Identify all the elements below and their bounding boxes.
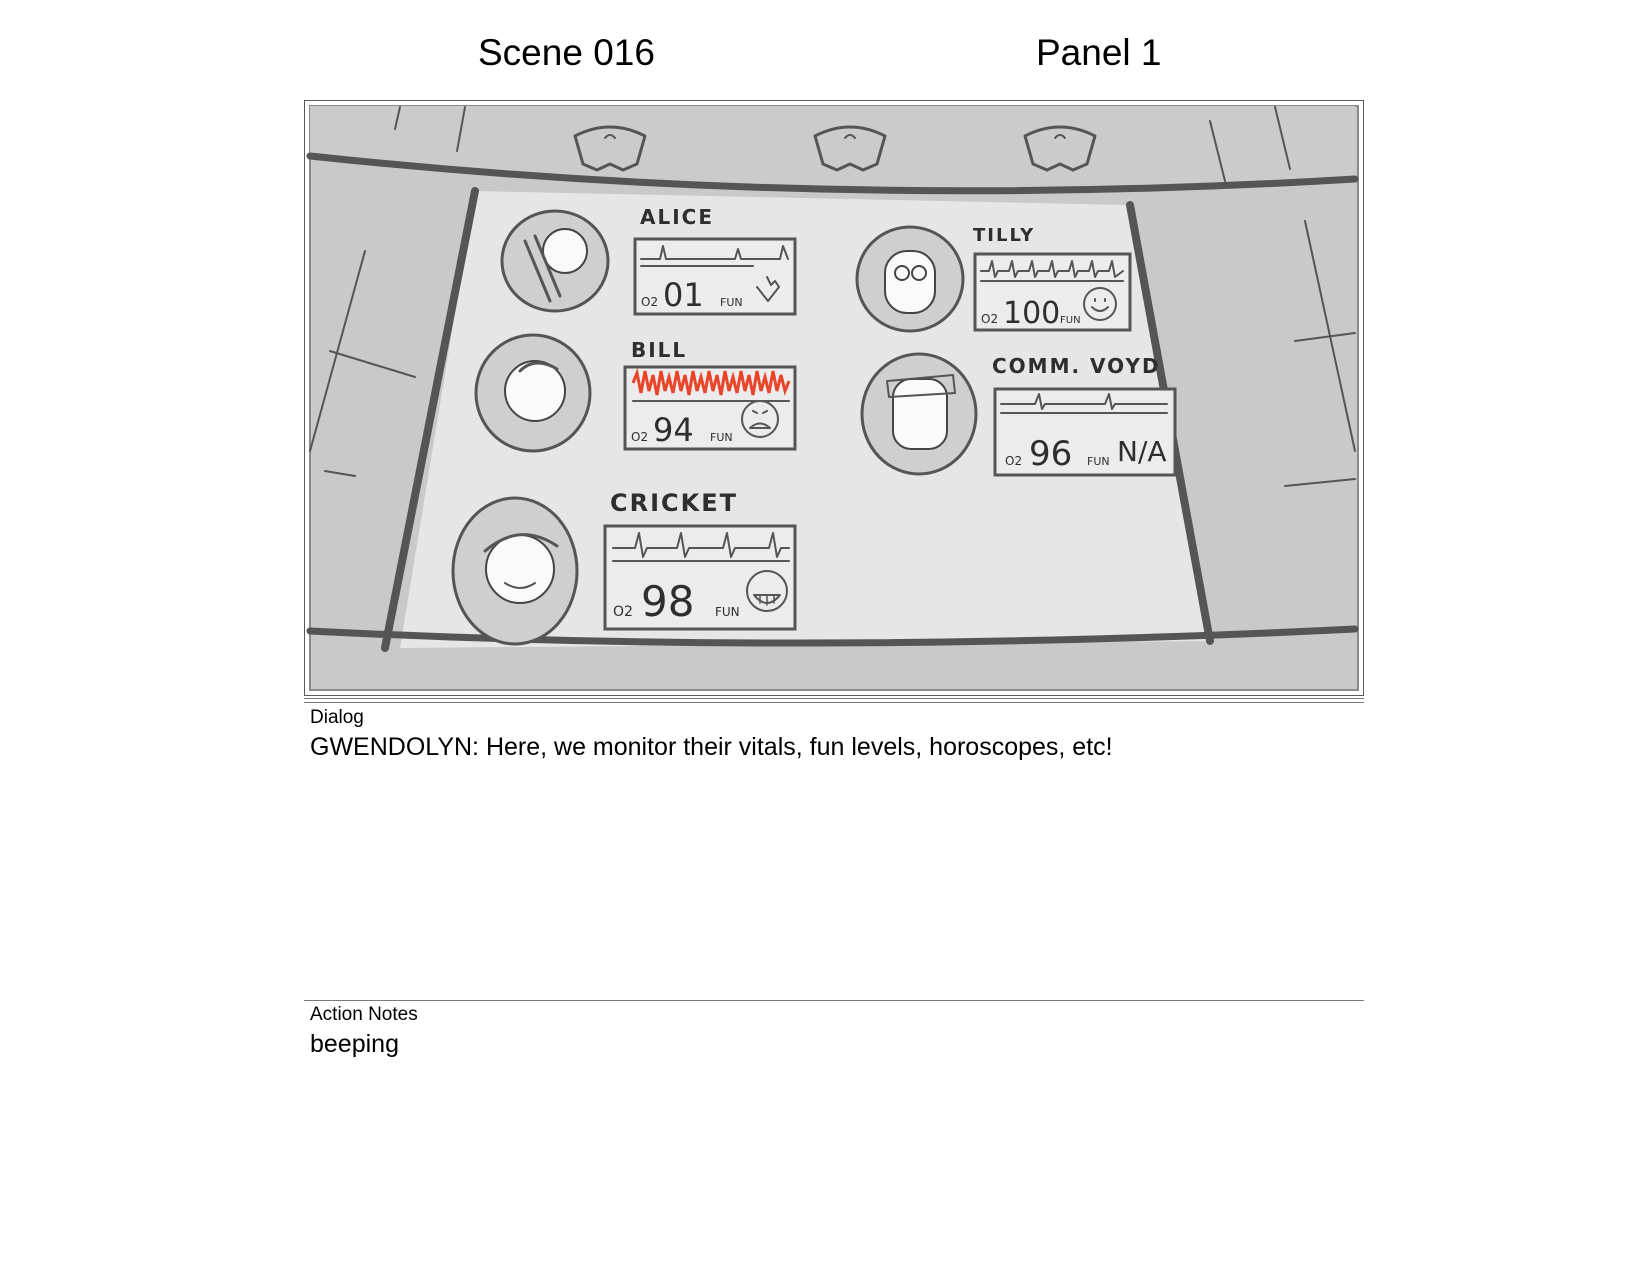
svg-text:O2: O2 bbox=[1005, 454, 1023, 468]
svg-text:O2: O2 bbox=[631, 430, 649, 444]
dialog-divider bbox=[304, 702, 1364, 703]
patient-name: TILLY bbox=[973, 225, 1036, 246]
storyboard-panel-frame bbox=[304, 100, 1364, 696]
o2-value: 100 bbox=[1003, 296, 1061, 331]
svg-text:FUN: FUN bbox=[1060, 315, 1081, 326]
action-notes-text: beeping bbox=[310, 1030, 399, 1058]
o2-value: 96 bbox=[1029, 434, 1073, 474]
dialog-text: GWENDOLYN: Here, we monitor their vitals, fun levels, horoscopes, etc! bbox=[310, 733, 1113, 761]
svg-text:O2: O2 bbox=[981, 312, 999, 326]
patient-name: CRICKET bbox=[610, 489, 738, 517]
panel-number: Panel 1 bbox=[1036, 32, 1162, 73]
patient-card-comm-voyd bbox=[862, 354, 1175, 475]
dialog-label: Dialog bbox=[310, 707, 364, 728]
fun-value: N/A bbox=[1117, 435, 1167, 468]
svg-text:FUN: FUN bbox=[720, 296, 743, 309]
svg-text:O2: O2 bbox=[613, 604, 633, 620]
action-notes-divider bbox=[304, 1000, 1364, 1001]
vitals-box bbox=[605, 526, 795, 629]
o2-value: 94 bbox=[653, 411, 694, 449]
dialog-divider bbox=[304, 698, 1364, 699]
patient-name: BILL bbox=[631, 338, 688, 362]
action-notes-label: Action Notes bbox=[310, 1004, 418, 1025]
vitals-box bbox=[635, 239, 795, 314]
svg-text:O2: O2 bbox=[641, 295, 659, 309]
svg-text:FUN: FUN bbox=[710, 431, 733, 444]
patient-name: ALICE bbox=[640, 205, 715, 229]
svg-text:FUN: FUN bbox=[715, 605, 740, 619]
scene-number: Scene 016 bbox=[478, 32, 655, 73]
svg-text:FUN: FUN bbox=[1087, 455, 1110, 468]
o2-value: 01 bbox=[663, 276, 704, 314]
o2-value: 98 bbox=[641, 577, 695, 626]
storyboard-drawing bbox=[305, 101, 1363, 695]
patient-name: COMM. VOYD bbox=[992, 354, 1161, 378]
